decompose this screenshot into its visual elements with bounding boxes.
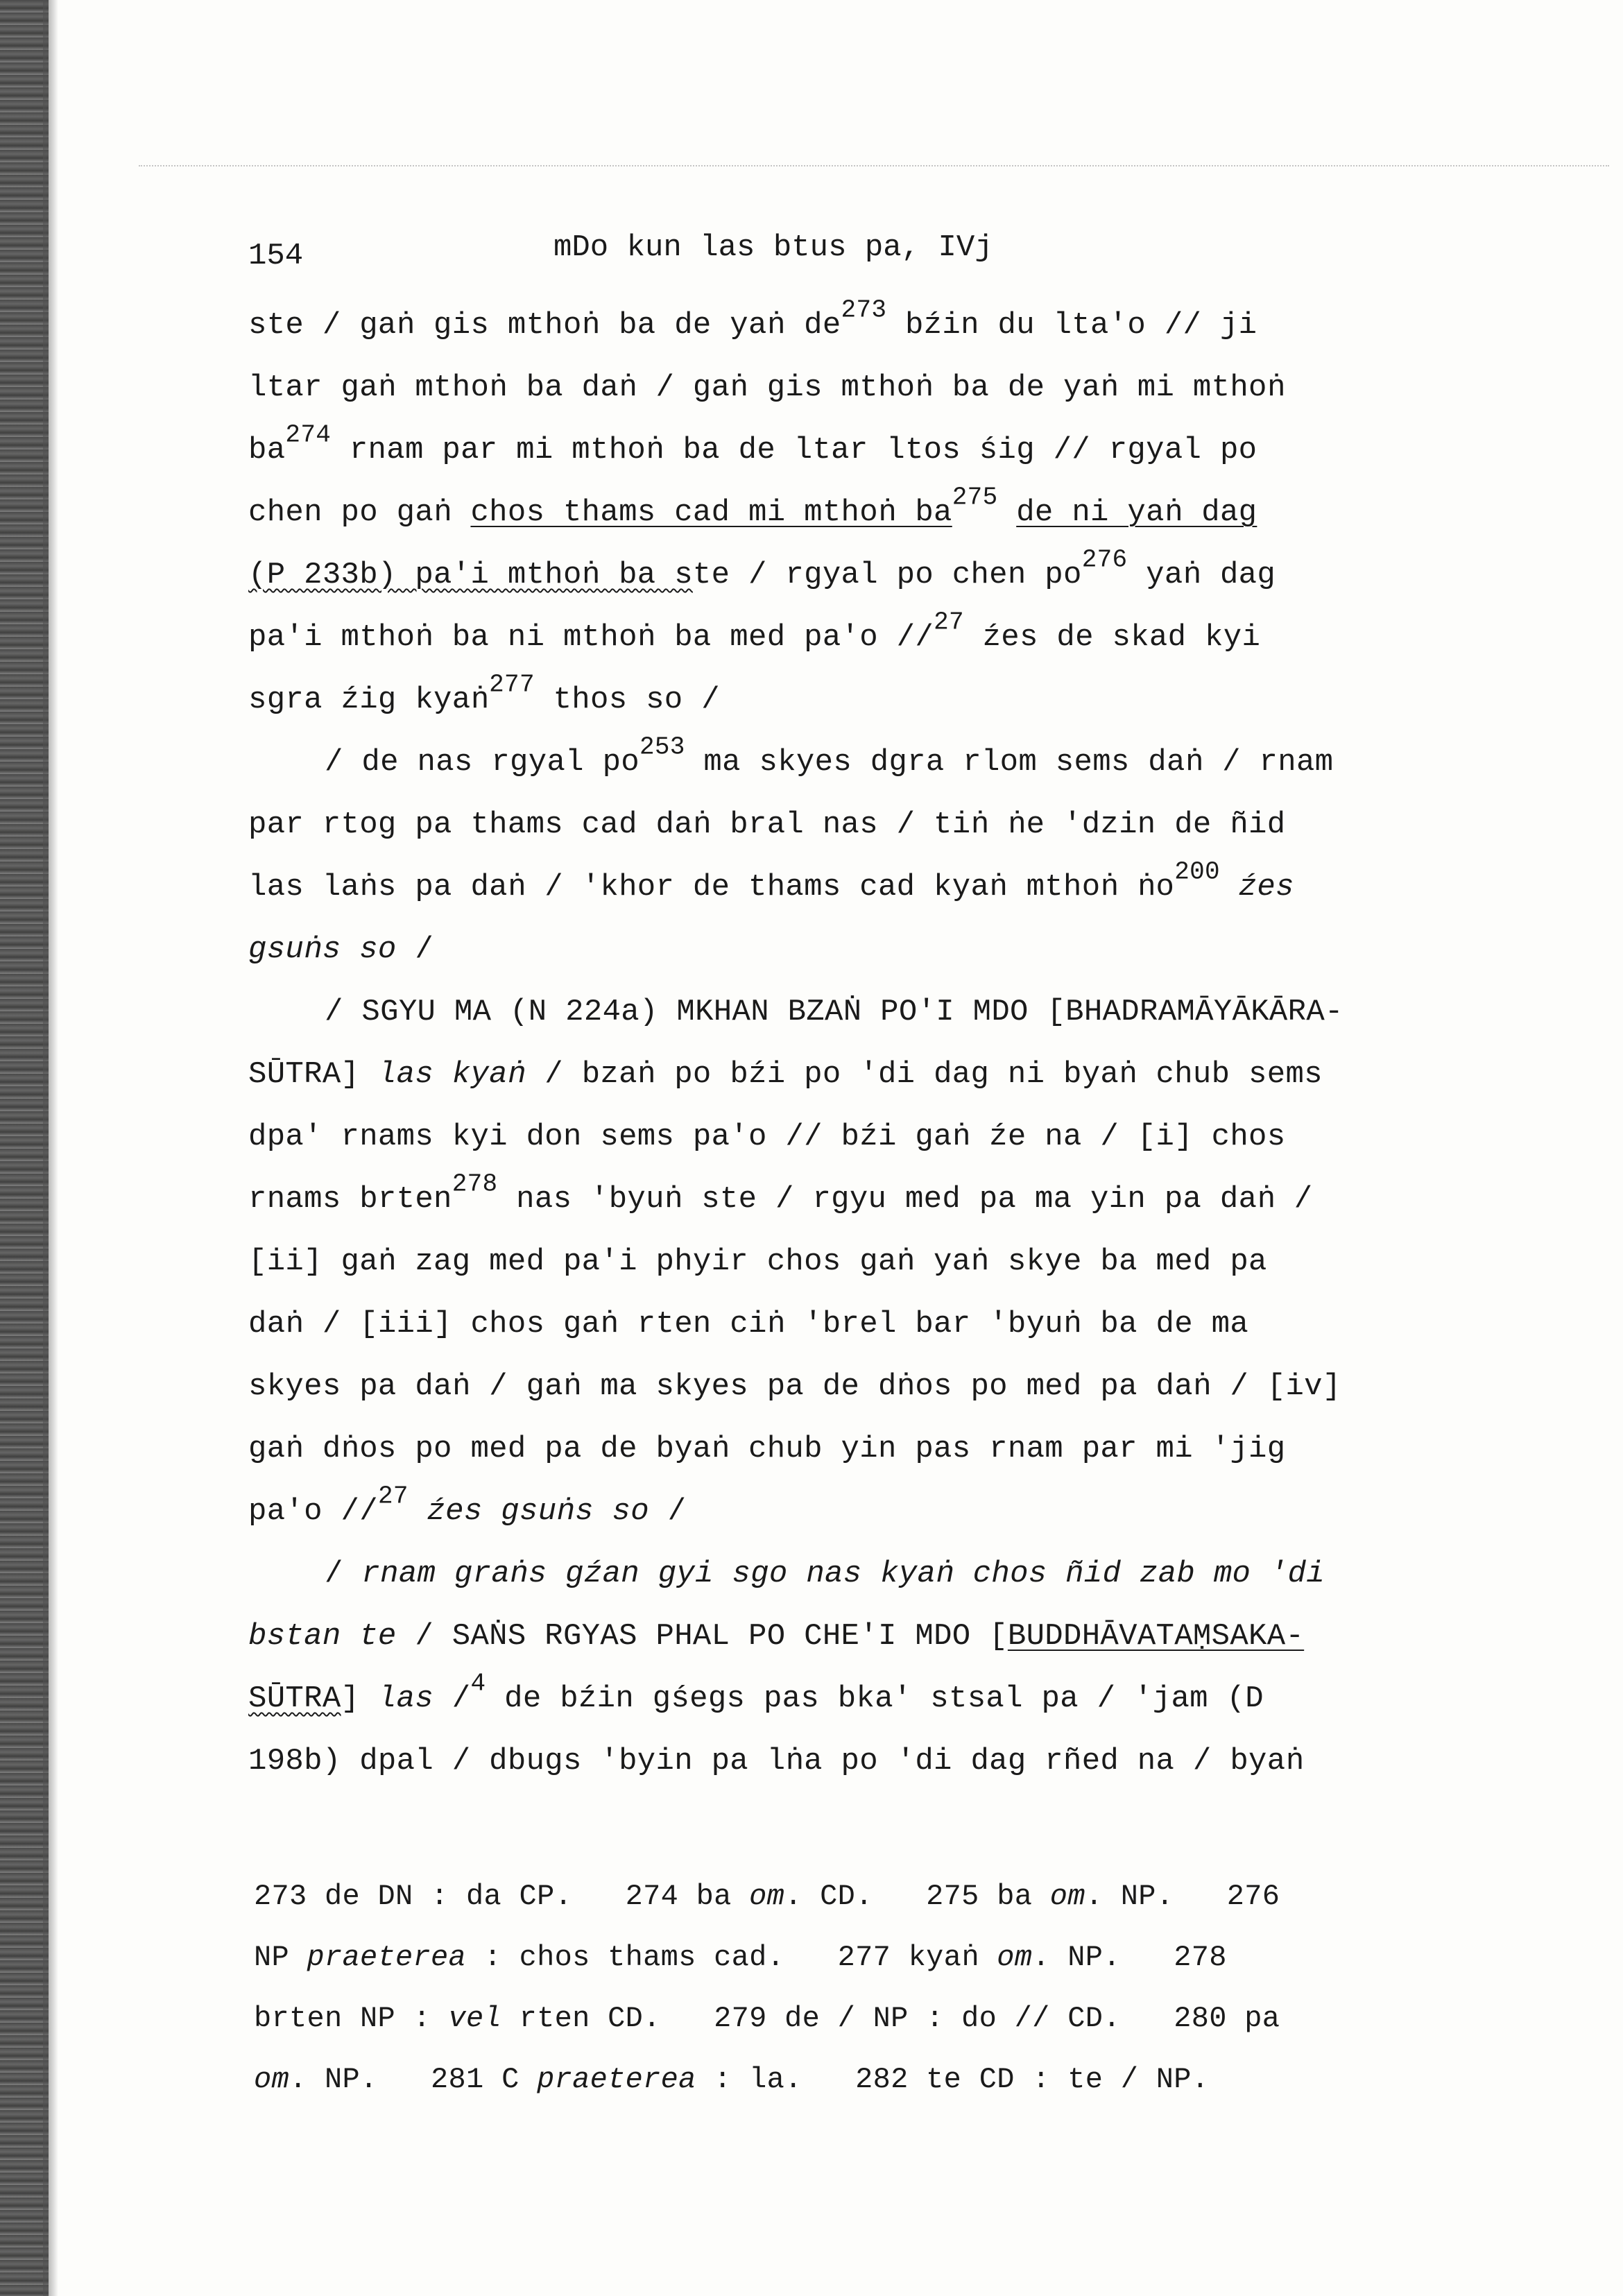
text-line: [248, 1106, 1483, 1168]
text-line: [248, 856, 1483, 918]
text-segment: thos so /: [534, 683, 720, 717]
text-segment: /: [325, 1557, 362, 1591]
text-segment: pa'i mthoṅ ba ni mthoṅ ba med pa'o //: [248, 620, 934, 655]
italic-text: om: [1049, 1880, 1085, 1913]
text-segment: ste / gaṅ gis mthoṅ ba de yaṅ de: [248, 308, 841, 343]
italic-text: praeterea: [307, 1941, 467, 1974]
text-line: [248, 481, 1483, 544]
text-segment: las laṅs pa daṅ / 'khor de thams cad kyaṅ mthoṅ ṅo: [248, 870, 1175, 905]
text-line: [248, 1355, 1483, 1418]
footnote-line: [254, 2049, 1488, 2110]
footnotes: [254, 1866, 1488, 2110]
note-ref: 4: [470, 1669, 486, 1698]
text-segment: . NP. 281 C: [289, 2063, 538, 2096]
body-text: [248, 294, 1483, 1792]
text-segment: rnams brten: [248, 1182, 452, 1217]
text-segment: NP: [254, 1941, 307, 1974]
text-segment: ma skyes dgra rlom sems daṅ / rnam: [685, 745, 1334, 780]
text-line: [248, 1168, 1483, 1231]
text-segment: . CD. 275 ba: [784, 1880, 1050, 1913]
text-segment: rnam par mi mthoṅ ba de ltar ltos śig // rgyal po: [331, 433, 1257, 468]
note-ref: 27: [934, 608, 964, 637]
text-line: [248, 669, 1483, 731]
text-line: [248, 1231, 1483, 1293]
underlined-text: chos thams cad mi mthoṅ ba: [470, 495, 952, 530]
note-ref: 275: [952, 483, 998, 512]
italic-text: bstan te: [248, 1619, 397, 1654]
text-segment: chen po gaṅ: [248, 495, 471, 530]
text-line: [248, 606, 1483, 669]
text-line: [248, 794, 1483, 856]
text-segment: : la. 282 te CD : te / NP.: [696, 2063, 1210, 2096]
text-segment: brten NP :: [254, 2002, 449, 2035]
text-segment: / bzaṅ po bźi po 'di dag ni byaṅ chub sems: [526, 1057, 1323, 1092]
underlined-text: (P 233b) pa'i mthoṅ ba s: [248, 558, 693, 592]
paragraph-4: [248, 1543, 1483, 1792]
text-line: [248, 731, 1483, 794]
text-segment: . NP. 276: [1085, 1880, 1280, 1913]
paragraph-3: [248, 981, 1483, 1543]
text-line: [248, 1543, 1483, 1605]
text-line: [248, 294, 1483, 357]
text-line: [248, 357, 1483, 419]
paragraph-2: [248, 731, 1483, 981]
italic-text: vel: [448, 2002, 502, 2035]
text-line: [248, 544, 1483, 606]
italic-text: gsuṅs so: [248, 932, 397, 967]
text-line: [248, 1668, 1483, 1730]
note-ref: 200: [1174, 857, 1220, 886]
text-segment: /: [649, 1494, 687, 1529]
document-page: [248, 229, 1483, 1792]
footnote-line: [254, 1866, 1488, 1927]
italic-text: rnam graṅs gźan gyi sgo nas kyaṅ chos ñid zab mo 'di: [361, 1557, 1325, 1591]
italic-text: praeterea: [537, 2063, 696, 2096]
text-segment: [1220, 870, 1239, 905]
underlined-text: SŪTRA: [248, 1681, 341, 1716]
text-segment: gaṅ dṅos po med pa de byaṅ chub yin pas rnam par mi 'jig: [248, 1432, 1286, 1466]
running-title: mDo kun las btus pa, IVj: [553, 230, 993, 265]
text-segment: [ii] gaṅ zag med pa'i phyir chos gaṅ yaṅ skye ba med pa: [248, 1244, 1267, 1279]
text-segment: yaṅ dag: [1127, 558, 1276, 592]
italic-text: om: [749, 1880, 785, 1913]
text-line: [248, 1605, 1483, 1668]
text-segment: / SGYU MA (N 224a) MKHAN BZAṄ PO'I MDO [BHADRAMĀYĀKĀRA-: [325, 995, 1343, 1029]
italic-text: las kyaṅ: [377, 1057, 526, 1092]
text-line: [248, 981, 1483, 1043]
text-segment: ]: [341, 1681, 378, 1716]
text-segment: źes de skad kyi: [963, 620, 1261, 655]
text-segment: . NP. 278: [1032, 1941, 1227, 1974]
text-segment: /: [433, 1681, 471, 1716]
text-segment: te / rgyal po chen po: [692, 558, 1082, 592]
italic-text: las: [377, 1681, 434, 1716]
page-number: 154: [248, 239, 304, 273]
note-ref: 277: [489, 670, 535, 699]
paragraph-1: [248, 294, 1483, 731]
text-segment: : chos thams cad. 277 kyaṅ: [466, 1941, 997, 1974]
text-line: [248, 419, 1483, 481]
note-ref: 274: [285, 420, 332, 449]
text-line: [248, 1730, 1483, 1792]
italic-text: źes: [1238, 870, 1294, 905]
italic-text: om: [997, 1941, 1033, 1974]
text-segment: / SAṄS RGYAS PHAL PO CHE'I MDO [: [396, 1619, 1008, 1654]
text-segment: skyes pa daṅ / gaṅ ma skyes pa de dṅos po med pa daṅ / [iv]: [248, 1369, 1341, 1404]
text-segment: /: [396, 932, 434, 967]
text-segment: 198b) dpal / dbugs 'byin pa lṅa po 'di dag rñed na / byaṅ: [248, 1744, 1305, 1779]
text-line: [248, 918, 1483, 981]
note-ref: 278: [452, 1170, 498, 1199]
note-ref: 273: [841, 295, 887, 325]
footnote-line: [254, 1988, 1488, 2049]
page-header: [248, 229, 1483, 284]
text-segment: par rtog pa thams cad daṅ bral nas / tiṅ ṅe 'dzin de ñid: [248, 807, 1286, 842]
note-ref: 27: [377, 1482, 409, 1511]
text-segment: / de nas rgyal po: [325, 745, 639, 780]
footnote-line: [254, 1927, 1488, 1988]
text-line: [248, 1293, 1483, 1355]
italic-text: om: [254, 2063, 290, 2096]
text-segment: sgra źig kyaṅ: [248, 683, 490, 717]
note-ref: 276: [1081, 545, 1128, 574]
text-segment: ltar gaṅ mthoṅ ba daṅ / gaṅ gis mthoṅ ba de yaṅ mi mthoṅ: [248, 370, 1286, 405]
text-segment: SŪTRA]: [248, 1057, 378, 1092]
text-segment: pa'o //: [248, 1494, 378, 1529]
scan-binding-edge: [0, 0, 49, 2296]
text-segment: 273 de DN : da CP. 274 ba: [254, 1880, 750, 1913]
text-segment: nas 'byuṅ ste / rgyu med pa ma yin pa daṅ /: [497, 1182, 1313, 1217]
text-segment: bźin du lta'o // ji: [886, 308, 1257, 343]
text-line: [248, 1418, 1483, 1480]
underlined-text: de ni yaṅ dag: [1016, 495, 1257, 530]
text-line: [248, 1480, 1483, 1543]
text-line: [248, 1043, 1483, 1106]
text-segment: daṅ / [iii] chos gaṅ rten ciṅ 'brel bar 'byuṅ ba de ma: [248, 1307, 1249, 1342]
underlined-text: BUDDHĀVATAṂSAKA-: [1007, 1619, 1305, 1654]
scan-dotted-rule: [139, 165, 1609, 166]
italic-text: źes gsuṅs so: [427, 1494, 649, 1529]
scan-edge-shadow: [43, 0, 58, 2296]
text-segment: [997, 495, 1016, 530]
text-segment: rten CD. 279 de / NP : do // CD. 280 pa: [501, 2002, 1280, 2035]
note-ref: 253: [639, 733, 685, 762]
text-segment: ba: [248, 433, 286, 468]
text-segment: [409, 1494, 427, 1529]
text-segment: dpa' rnams kyi don sems pa'o // bźi gaṅ źe na / [i] chos: [248, 1120, 1286, 1154]
text-segment: de bźin gśegs pas bka' stsal pa / 'jam (D: [486, 1681, 1264, 1716]
